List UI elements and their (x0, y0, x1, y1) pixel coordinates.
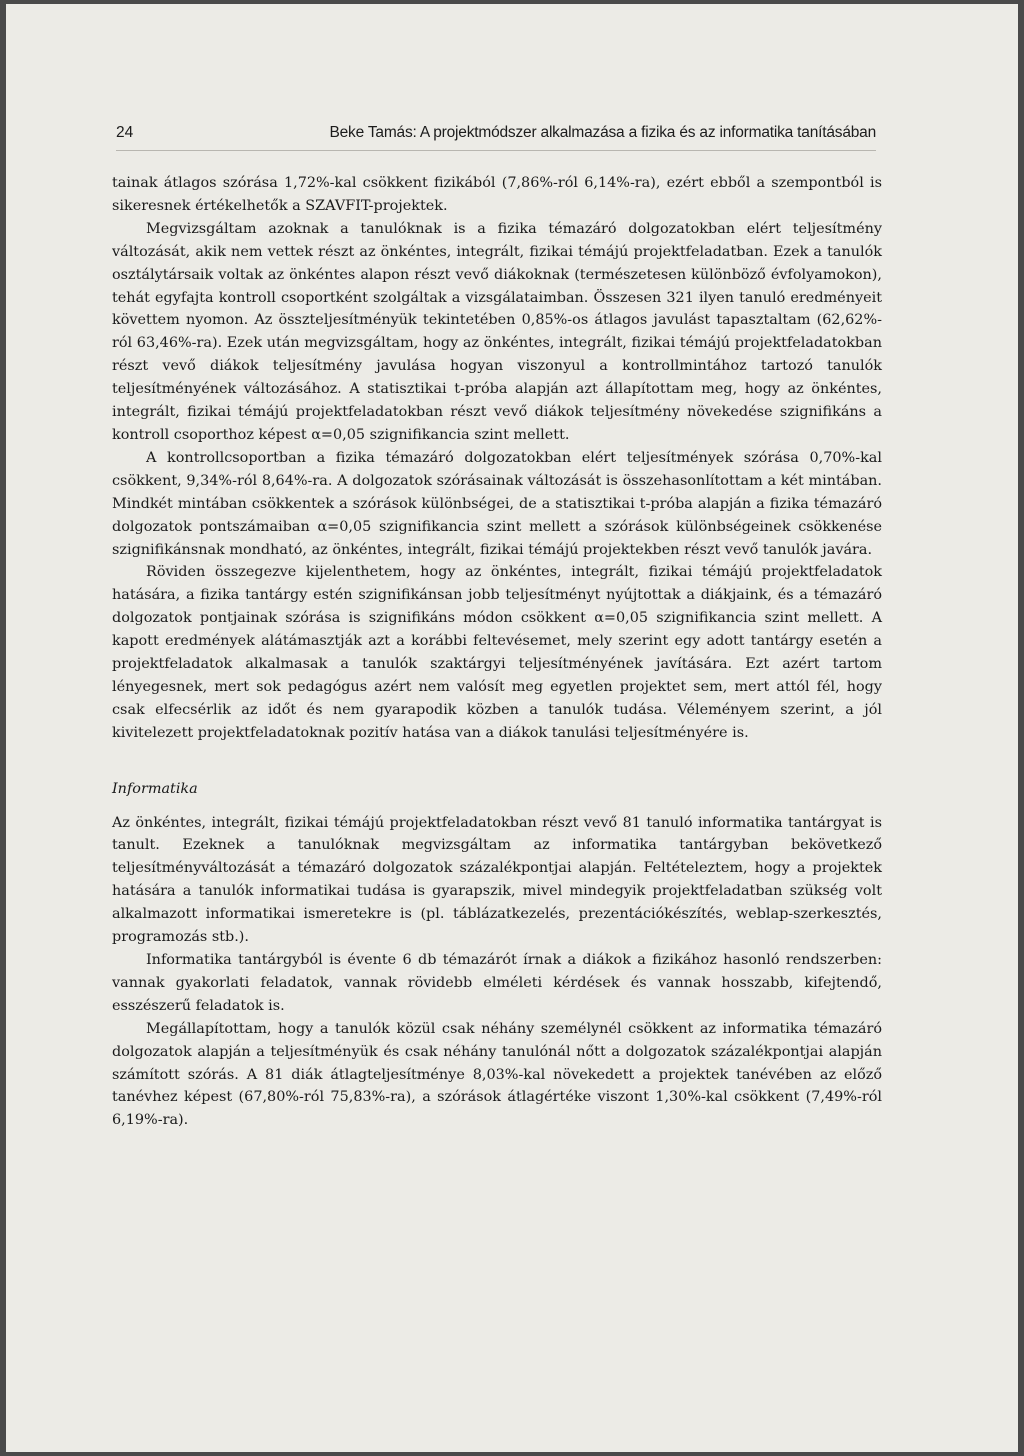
running-title: Beke Tamás: A projektmódszer alkalmazása a fizika és az informatika tanításában (329, 124, 876, 141)
paragraph: tainak átlagos szórása 1,72%-kal csökkent fizikából (7,86%-ról 6,14%-ra), ezért ebből a szempontból is sikeresnek értékelhetők a SZAVFIT-projektek. (112, 175, 882, 214)
paragraph: Megállapítottam, hogy a tanulók közül csak néhány személynél csökkent az informatika témazáró dolgozatok alapján a teljesítményük és csak néhány tanulónál nőtt a dolgozatok százalékpontjai alapján számított szórás. A 81 diák átlagteljesítménye 8,03%-kal növekedett a projektek tanévében az előző tanévhez képest (67,80%-ról 75,83%-ra), a szórások átlagértéke viszont 1,30%-kal csökkent (7,49%-ról 6,19%-ra). (112, 1020, 882, 1129)
paragraph: Informatika tantárgyból is évente 6 db témazárót írnak a diákok a fizikához hasonló rendszerben: vannak gyakorlati feladatok, vannak rövidebb elméleti kérdések és vannak hosszabb, kifejtendő, esszészerű feladatok is. (112, 952, 882, 1014)
header-rule (116, 150, 876, 151)
paragraph: Megvizsgáltam azoknak a tanulóknak is a fizika témazáró dolgozatokban elért teljesítmény változását, akik nem vettek részt az önkéntes, integrált, fizikai témájú projektfeladatban. Ezek a tanulók osztálytársaik voltak az önkéntes alapon részt vevő diákoknak (természetesen különböző évfolyamokon), tehát egyfajta kontroll csoportként szolgáltak a vizsgálataimban. Összesen 321 ilyen tanuló eredményeit követtem nyomon. Az összteljesítményük tekintetében 0,85%-os átlagos javulást tapasztaltam (62,62%-ról 63,46%-ra). Ezek után megvizsgáltam, hogy az önkéntes, integrált, fizikai témájú projektfeladatokban részt vevő diákok teljesítmény javulása hogyan viszonyul a kontrollmintához tartozó tanulók teljesítményének változásához. A statisztikai t-próba alapján azt állapítottam meg, hogy az önkéntes, integrált, fizikai témájú projektfeladatokban részt vevő diákok teljesítmény növekedése szignifikáns a kontroll csoporthoz képest α=0,05 szignifikancia szint mellett. (112, 220, 882, 443)
paragraph: Az önkéntes, integrált, fizikai témájú projektfeladatokban részt vevő 81 tanuló informatika tantárgyat is tanult. Ezeknek a tanulóknak megvizsgáltam az informatika tantárgyban bekövetkező teljesítményváltozását a témazáró dolgozatok százalékpontjai alapján. Feltételeztem, hogy a projektek hatására a tanulók informatikai tudása is gyarapszik, mivel mindegyik projektfeladatban szükség volt alkalmazott informatikai ismeretekre is (pl. táblázatkezelés, prezentációkészítés, weblap-szerkesztés, programozás stb.). (112, 814, 882, 946)
page-number: 24 (116, 124, 134, 141)
paragraph: Röviden összegezve kijelenthetem, hogy az önkéntes, integrált, fizikai témájú projektfeladatok hatására, a fizika tantárgy estén szignifikánsan jobb teljesítményt nyújtottak a diákjaink, és a témazáró dolgozatok pontjainak szórása is szignifikáns módon csökkent α=0,05 szignifikancia szint mellett. A kapott eredmények alátámasztják azt a korábbi feltevésemet, mely szerint egy adott tantárgy esetén a projektfeladatok alkalmasak a tanulók szaktárgyi teljesítményének javítására. Ezt azért tartom lényegesnek, mert sok pedagógus azért nem valósít meg egyetlen projektet sem, mert attól fél, hogy csak elfecsérlik az időt és nem gyarapodik közben a tanulók tudása. Véleményem szerint, a jól kivitelezett projektfeladatoknak pozitív hatása van a diákok tanulási teljesítményére is. (112, 564, 882, 741)
running-header (116, 124, 876, 146)
paragraph: A kontrollcsoportban a fizika témazáró dolgozatokban elért teljesítmények szórása 0,70%-kal csökkent, 9,34%-ról 8,64%-ra. A dolgozatok szórásainak változását is összehasonlítottam a két mintában. Mindkét mintában csökkentek a szórások különbségei, de a statisztikai t-próba alapján a fizika témazáró dolgozatok pontszámaiban α=0,05 szignifikancia szint mellett a szórások különbségeinek csökkenése szignifikánsnak mondható, az önkéntes, integrált, fizikai témájú projektekben részt vevő tanulók javára. (112, 449, 882, 558)
body-text (112, 172, 882, 1132)
section-heading: Informatika (112, 780, 198, 797)
